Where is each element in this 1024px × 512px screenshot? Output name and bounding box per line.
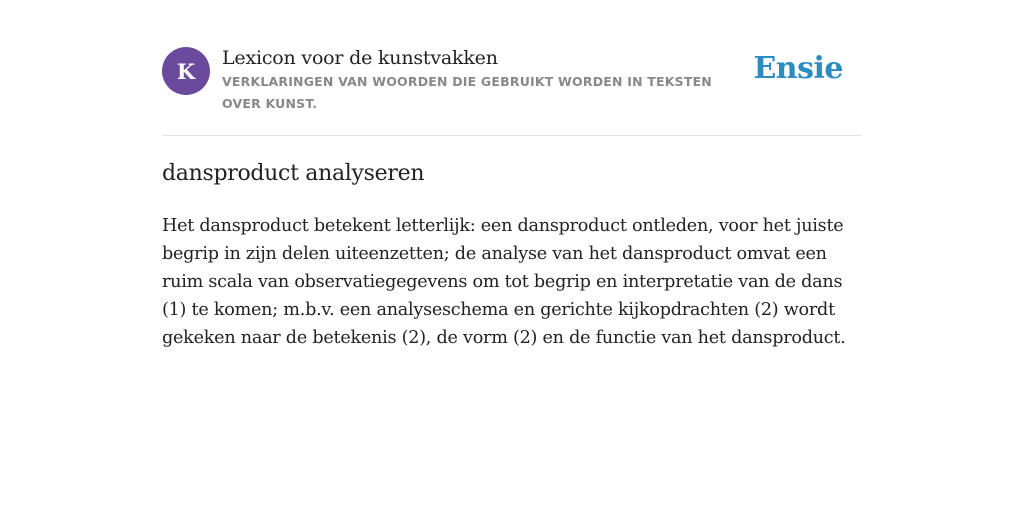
lexicon-subtitle: VERKLARINGEN VAN WOORDEN DIE GEBRUIKT WORDEN IN TEKSTEN OVER KUNST. <box>222 74 712 111</box>
site-info <box>222 45 742 115</box>
page-container <box>162 0 862 348</box>
ensie-logo[interactable]: Ensie <box>753 51 843 86</box>
lexicon-title[interactable]: Lexicon voor de kunstvakken <box>222 47 498 69</box>
lexicon-avatar[interactable]: K <box>162 47 210 95</box>
term-definition: Het dansproduct betekent letterlijk: een dansproduct ontleden, voor het juiste begrip in zijn delen uiteenzetten; de analyse van het dansproduct omvat een ruim scala van observatiegegevens om tot begrip en interpretatie van de dans (1) te komen; m.b.v. een analyseschema en gerichte kijkopdrachten (2) wordt gekeken naar de betekenis (2), de vorm (2) en de functie van het dansproduct. <box>162 216 846 348</box>
site-header <box>162 0 862 136</box>
term-title: dansproduct analyseren <box>162 161 425 186</box>
